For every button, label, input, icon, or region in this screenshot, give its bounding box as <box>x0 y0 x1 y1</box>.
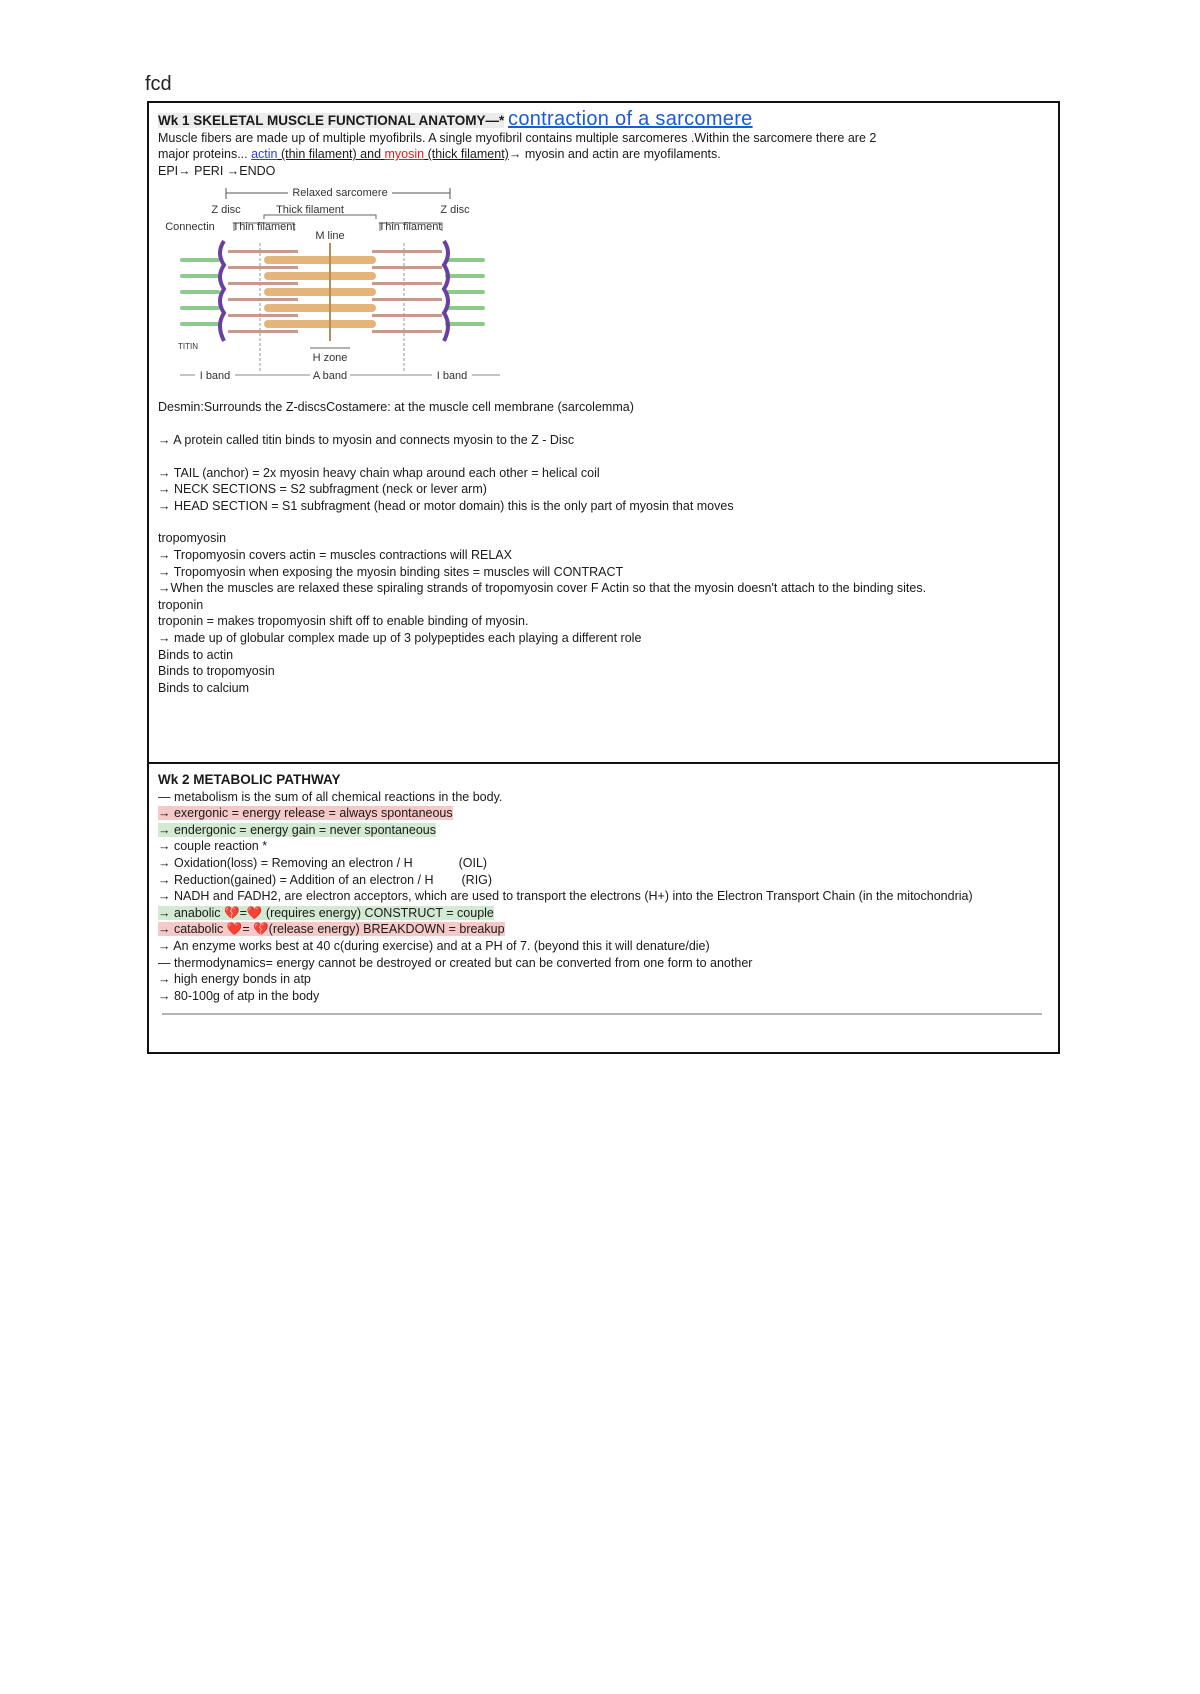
tropomyosin-title: tropomyosin <box>158 531 227 546</box>
sarcomere-contraction-link[interactable]: contraction of a sarcomere <box>508 108 753 130</box>
m-line-label: M line <box>315 230 345 243</box>
desmin-line: Desmin:Surrounds the Z-discsCostamere: at the muscle cell membrane (sarcolemma) <box>158 400 634 415</box>
titin-label: TITIN <box>178 342 198 352</box>
high-energy-bonds-line: → high energy bonds in atp <box>158 972 311 987</box>
filament-rows <box>180 241 485 341</box>
atp-body-line: → 80-100g of atp in the body <box>158 988 320 1003</box>
nadh-line: → NADH and FADH2, are electron acceptors, which are used to transport the electrons (H+) into the Electron Transport Chain (in the mitochondria) <box>158 889 973 904</box>
myosin-head-line: → HEAD SECTION = S1 subfragment (head or motor domain) this is the only part of myosin that moves <box>158 498 734 513</box>
thin-filament-left-label: Thin filament <box>232 221 296 234</box>
exergonic-line: → exergonic = energy release = always spontaneous <box>158 806 453 821</box>
myosin-neck-line: → NECK SECTIONS = S2 subfragment (neck or lever arm) <box>158 482 487 497</box>
catabolic-line: → catabolic ❤️= 💔(release energy) BREAKDOWN = breakup <box>158 922 505 937</box>
metabolism-line: — metabolism is the sum of all chemical reactions in the body. <box>158 789 503 804</box>
intro-line2-prefix: major proteins... <box>158 147 252 162</box>
troponin-title: troponin <box>158 597 204 612</box>
oxidation-text: → Oxidation(loss) = Removing an electron / H <box>158 855 413 870</box>
z-disc-left-label: Z disc <box>211 204 241 217</box>
h-zone-label: H zone <box>312 352 348 365</box>
wk1-intro-line1: Muscle fibers are made up of multiple myofibrils. A single myofibril contains multiple sarcomeres .Within the sarcomere there are 2 <box>158 130 877 145</box>
wk1-notes-card <box>147 101 1060 764</box>
troponin-line1: troponin = makes tropomyosin shift off to enable binding of myosin. <box>158 614 529 629</box>
relaxed-sarcomere-label: Relaxed sarcomere <box>292 187 388 200</box>
wk2-heading: Wk 2 METABOLIC PATHWAY <box>158 772 341 787</box>
i-band-left-label: I band <box>199 370 231 383</box>
reduction-text: → Reduction(gained) = Addition of an electron / H <box>158 872 434 887</box>
myosin-note: (thick filament) <box>424 147 509 162</box>
thin-filament-right-label: Thin filament <box>378 221 442 234</box>
oxidation-line <box>158 855 1048 872</box>
epi-peri-endo: EPI→ PERI →ENDO <box>158 163 276 178</box>
wk1-heading-prefix: Wk 1 SKELETAL MUSCLE FUNCTIONAL ANATOMY—* <box>158 113 505 128</box>
reduction-line <box>158 872 1048 889</box>
i-band-right-label: I band <box>436 370 468 383</box>
reduction-mnemonic: (RIG) <box>461 872 493 887</box>
actin-link[interactable]: actin <box>251 147 278 162</box>
titin-line: → A protein called titin binds to myosin and connects myosin to the Z - Disc <box>158 432 575 447</box>
anabolic-line: → anabolic 💔=❤️ (requires energy) CONSTRUCT = couple <box>158 905 494 920</box>
wk1-heading <box>158 108 1048 130</box>
binds-tropomyosin: Binds to tropomyosin <box>158 664 275 679</box>
binds-actin: Binds to actin <box>158 647 234 662</box>
section-divider <box>162 1013 1042 1015</box>
couple-reaction-line: → couple reaction * <box>158 839 268 854</box>
relaxed-sarcomere-diagram <box>160 183 510 393</box>
wk1-intro-line2 <box>158 146 1048 163</box>
troponin-line2: → made up of globular complex made up of 3 polypeptides each playing a different role <box>158 630 642 645</box>
document-title: fcd <box>145 73 172 95</box>
enzyme-line: → An enzyme works best at 40 c(during exercise) and at a PH of 7. (beyond this it will denature/die) <box>158 938 710 953</box>
oxidation-mnemonic: (OIL) <box>458 855 488 870</box>
thick-filament-label: Thick filament <box>276 204 344 217</box>
myosin-link[interactable]: myosin <box>384 147 425 162</box>
endergonic-line: → endergonic = energy gain = never spontaneous <box>158 822 436 837</box>
tropomyosin-line2: → Tropomyosin when exposing the myosin binding sites = muscles will CONTRACT <box>158 564 624 579</box>
a-band-label: A band <box>312 370 348 383</box>
z-disc-right-label: Z disc <box>440 204 470 217</box>
connectin-label: Connectin <box>165 221 215 234</box>
binds-calcium: Binds to calcium <box>158 680 250 695</box>
actin-note: (thin filament) and <box>277 147 385 162</box>
tropomyosin-line1: → Tropomyosin covers actin = muscles contractions will RELAX <box>158 547 512 562</box>
wk2-notes-card <box>147 762 1060 1054</box>
thermodynamics-line: — thermodynamics= energy cannot be destroyed or created but can be converted from one form to another <box>158 955 753 970</box>
myosin-tail-line: → TAIL (anchor) = 2x myosin heavy chain whap around each other = helical coil <box>158 465 600 480</box>
intro-line2-suffix: → myosin and actin are myofilaments. <box>508 147 721 162</box>
tropomyosin-line3: →When the muscles are relaxed these spiraling strands of tropomyosin cover F Actin so that the myosin doesn't attach to the binding sites. <box>158 581 927 596</box>
